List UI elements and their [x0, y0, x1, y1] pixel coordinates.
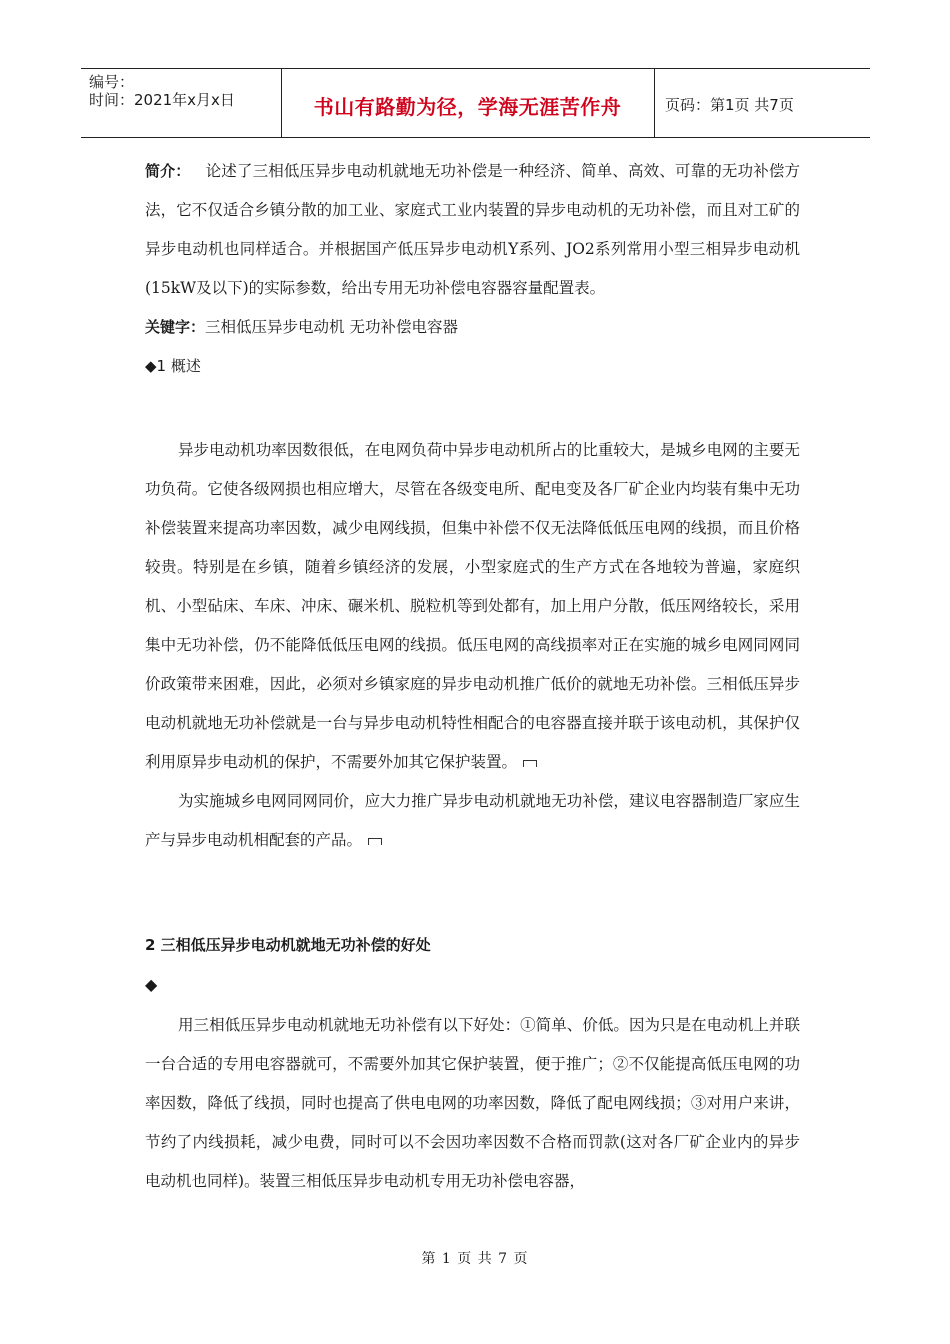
keywords-label: 关键字： [145, 318, 206, 336]
section1-paragraph-2 [145, 782, 800, 860]
edit-mark-icon [523, 760, 537, 767]
keywords-text: 三相低压异步电动机 无功补偿电容器 [205, 318, 458, 336]
header-motto-cell [281, 69, 655, 137]
abstract-label: 简介： [145, 162, 191, 180]
page-header [81, 68, 870, 138]
abstract-text: 论述了三相低压异步电动机就地无功补偿是一种经济、简单、高效、可靠的无功补偿方法，它不仅适合乡镇分散的加工业、家庭式工业内装置的异步电动机的无功补偿，而且对工矿的异步电动机也同样适合。并根据国产低压异步电动机Y系列、JO2系列常用小型三相异步电动机(15kW及以下)的实际参数，给出专用无功补偿电容器容量配置表。 [145, 162, 800, 297]
section2-block [145, 926, 800, 1201]
section2-title: 2 三相低压异步电动机就地无功补偿的好处 [145, 936, 431, 954]
section1-body [145, 431, 800, 860]
date-label: 时间：2021年x月x日 [89, 91, 235, 109]
abstract-paragraph [145, 152, 800, 308]
section1-p1-text: 异步电动机功率因数很低，在电网负荷中异步电动机所占的比重较大，是城乡电网的主要无功负荷。它使各级网损也相应增大，尽管在各级变电所、配电变及各厂矿企业内均装有集中无功补偿装置来提高功率因数，减少电网线损，但集中补偿不仅无法降低低压电网的线损，而且价格较贵。特别是在乡镇，随着乡镇经济的发展，小型家庭式的生产方式在各地较为普遍，家庭织机、小型砧床、车床、冲床、碾米机、脱粒机等到处都有，加上用户分散，低压网络较长，采用集中无功补偿，仍不能降低低压电网的线损。低压电网的高线损率对正在实施的城乡电网同网同价政策带来困难，因此，必须对乡镇家庭的异步电动机推广低价的就地无功补偿。三相低压异步电动机就地无功补偿就是一台与异步电动机特性相配合的电容器直接并联于该电动机，其保护仅利用原异步电动机的保护，不需要外加其它保护装置。 [145, 441, 800, 771]
abstract-block [145, 152, 800, 386]
edit-mark-icon [368, 838, 382, 845]
section1-title: ◆1 概述 [145, 357, 201, 375]
section1-p2-text: 为实施城乡电网同网同价，应大力推广异步电动机就地无功补偿，建议电容器制造厂家应生产与异步电动机相配套的产品。 [145, 792, 800, 849]
diamond-bullet-icon: ◆ [145, 975, 158, 994]
motto: 书山有路勤为径，学海无涯苦作舟 [313, 95, 622, 119]
section1-paragraph-1 [145, 431, 800, 782]
section2-paragraph-1: 用三相低压异步电动机就地无功补偿有以下好处：①简单、价低。因为只是在电动机上并联一台合适的专用电容器就可，不需要外加其它保护装置，便于推广；②不仅能提高低压电网的功率因数，降低了线损，同时也提高了供电电网的功率因数，降低了配电网线损；③对用户来讲，节约了内线损耗，减少电费，同时可以不会因功率因数不合格而罚款(这对各厂矿企业内的异步电动机也同样)。装置三相低压异步电动机专用无功补偿电容器， [145, 1016, 800, 1190]
header-left-cell [81, 69, 282, 137]
keywords-line [145, 308, 800, 347]
page-info: 页码：第1页 共7页 [665, 96, 794, 114]
header-page-cell [655, 69, 870, 137]
number-label: 编号： [89, 73, 135, 91]
page-footer: 第 1 页 共 7 页 [421, 1251, 529, 1267]
